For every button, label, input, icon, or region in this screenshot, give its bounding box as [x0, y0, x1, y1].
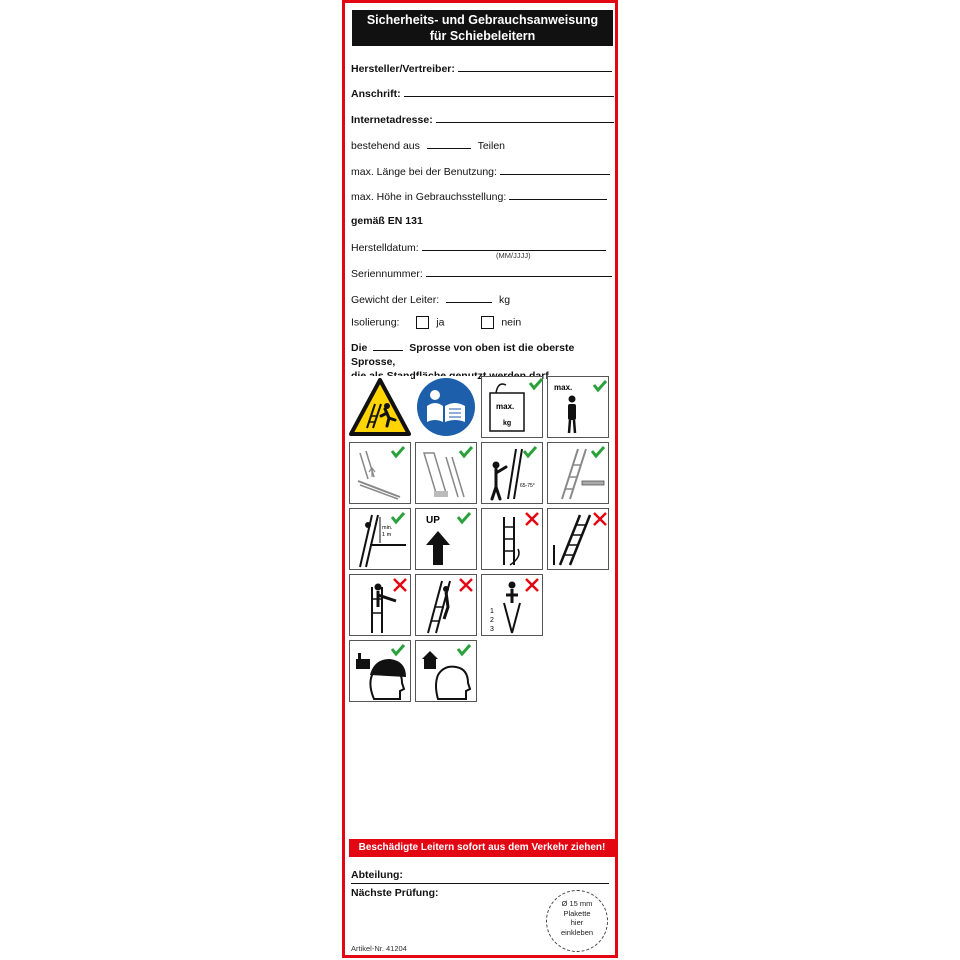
step-2: 2	[490, 617, 494, 624]
no-backwards-icon	[481, 508, 543, 570]
date-line	[422, 240, 606, 251]
max-persons-text: max.	[554, 383, 573, 392]
no-overreach-icon	[349, 574, 411, 636]
address-line	[404, 86, 614, 97]
min-text: min.	[382, 525, 393, 531]
rung-prefix: Die	[351, 342, 368, 354]
rung-text-1: Sprosse von oben ist die oberste Sprosse,	[351, 342, 575, 368]
internet-line	[436, 112, 614, 123]
manufacturer-label: Hersteller/Vertreiber:	[351, 63, 455, 75]
insulation-yes-label: ja	[436, 316, 445, 329]
next-inspection-label: Nächste Prüfung:	[351, 887, 439, 899]
length-line	[500, 164, 610, 175]
label-title	[352, 10, 613, 46]
date-row	[351, 240, 606, 254]
stamp-line-4: einkleben	[560, 927, 594, 937]
max-text: max.	[496, 402, 515, 411]
date-label: Herstelldatum:	[351, 242, 419, 254]
check-feet-icon	[415, 442, 477, 504]
angle-setup-icon	[481, 442, 543, 504]
extend-1m-icon	[349, 508, 411, 570]
title-line-1: Sicherheits- und Gebrauchsanweisung	[366, 13, 599, 27]
height-row	[351, 189, 607, 203]
address-row	[351, 86, 614, 100]
height-label: max. Höhe in Gebrauchsstellung:	[351, 191, 507, 203]
parts-prefix: bestehend aus	[351, 140, 420, 152]
internet-row	[351, 112, 614, 126]
one-m-text: 1 m	[382, 532, 392, 538]
weight-unit: kg	[498, 294, 511, 306]
rung-number-line	[373, 341, 403, 351]
length-row	[351, 164, 610, 178]
weight-row	[351, 292, 510, 306]
no-side-lean-icon	[547, 508, 609, 570]
weight-label: Gewicht der Leiter:	[351, 294, 440, 306]
weight-line	[446, 292, 492, 303]
max-load-icon	[481, 376, 543, 438]
insulation-no-label: nein	[501, 316, 522, 329]
manufacturer-line	[458, 61, 612, 72]
insulation-row	[351, 316, 521, 329]
inspect-ladder-icon	[349, 442, 411, 504]
internet-label: Internetadresse:	[351, 114, 433, 126]
department-label: Abteilung:	[351, 869, 403, 881]
face-ladder-up-icon	[415, 508, 477, 570]
title-line-2: für Schiebeleitern	[429, 29, 536, 43]
inspection-sticker-area	[546, 890, 608, 952]
insulation-no-checkbox[interactable]	[481, 316, 494, 329]
domestic-use-icon	[415, 640, 477, 702]
insulation-yes-checkbox[interactable]	[416, 316, 429, 329]
stamp-line-2: Plakette	[563, 908, 591, 918]
insulation-label: Isolierung:	[351, 316, 400, 329]
parts-suffix: Teilen	[477, 140, 505, 152]
article-number: Artikel-Nr. 41204	[351, 944, 407, 953]
length-label: max. Länge bei der Benutzung:	[351, 166, 497, 178]
max-persons-icon	[547, 376, 609, 438]
parts-row	[351, 138, 505, 152]
step-1: 1	[490, 608, 494, 615]
address-label: Anschrift:	[351, 88, 401, 100]
manufacturer-row	[351, 61, 612, 75]
date-format-hint: (MM/JJJJ)	[496, 251, 531, 260]
read-manual-icon	[415, 376, 477, 438]
level-ground-icon	[547, 442, 609, 504]
serial-label: Seriennummer:	[351, 268, 423, 280]
step-3: 3	[490, 626, 494, 633]
stamp-line-3: hier	[570, 918, 584, 927]
no-carry-load-icon	[415, 574, 477, 636]
height-line	[509, 189, 607, 200]
stamp-line-1: Ø 15 mm	[561, 899, 593, 908]
department-line	[351, 883, 609, 884]
damaged-warning-bar: Beschädigte Leitern sofort aus dem Verkehr ziehen!	[349, 839, 615, 857]
parts-line	[427, 138, 471, 149]
professional-use-icon	[349, 640, 411, 702]
serial-line	[426, 266, 612, 277]
norm-row	[351, 215, 423, 227]
norm-label: gemäß EN 131	[351, 215, 423, 227]
kg-text: kg	[503, 420, 512, 427]
up-text: UP	[426, 515, 440, 526]
angle-text: 65-75°	[520, 483, 535, 489]
no-top-rungs-icon	[481, 574, 543, 636]
warning-fall-icon	[349, 376, 411, 438]
ladder-label	[342, 0, 618, 958]
serial-row	[351, 266, 612, 280]
